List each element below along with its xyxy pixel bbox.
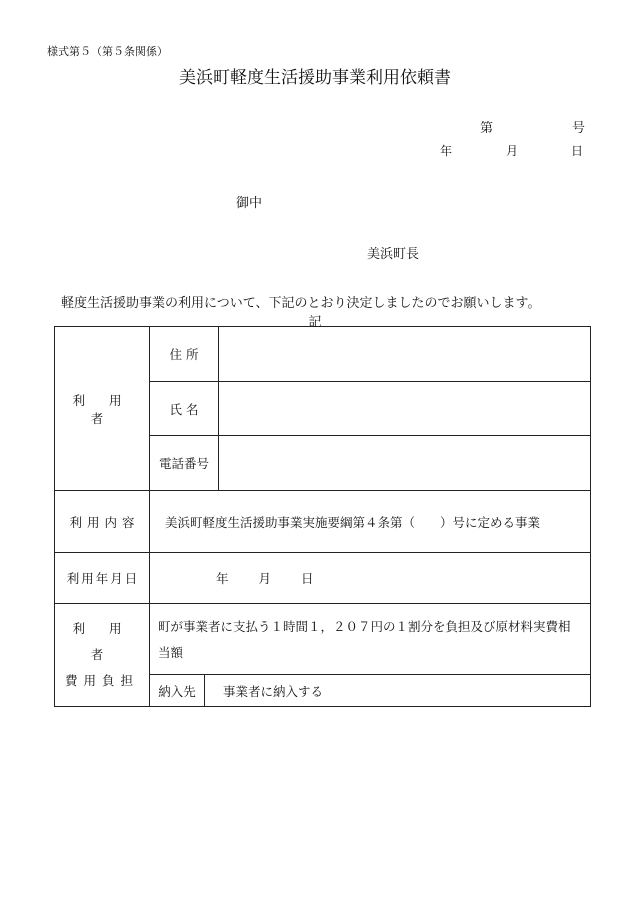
cost-value: 町が事業者に支払う１時間１，２０７円の１割分を負担及び原材料実費相当額 xyxy=(150,604,591,675)
request-form-table xyxy=(54,326,591,707)
name-label: 氏 名 xyxy=(150,382,219,436)
usage-month-label: 月 xyxy=(258,571,272,586)
cost-label xyxy=(55,604,150,707)
ki-heading: 記 xyxy=(308,315,322,330)
doc-number-go: 号 xyxy=(572,121,586,136)
usage-day-label: 日 xyxy=(301,571,314,586)
content-value: 美浜町軽度生活援助事業実施要綱第４条第（ ）号に定める事業 xyxy=(150,491,591,553)
date-year-label: 年 xyxy=(440,144,453,158)
payment-row xyxy=(150,675,591,707)
name-field[interactable] xyxy=(219,382,591,436)
payment-inner-table xyxy=(150,675,590,706)
phone-label: 電話番号 xyxy=(150,436,219,491)
doc-number-dai: 第 xyxy=(480,121,494,136)
body-text: 軽度生活援助事業の利用について、下記のとおり決定しましたのでお願いします。 xyxy=(61,296,541,311)
payment-value: 事業者に納入する xyxy=(223,683,324,699)
cost-label-line2: 費用負担 xyxy=(64,673,139,688)
address-field[interactable] xyxy=(219,327,591,382)
payment-label: 納入先 xyxy=(150,675,205,706)
addressee: 御中 xyxy=(236,196,263,211)
user-label-text: 利 用 者 xyxy=(72,392,132,426)
address-label: 住 所 xyxy=(150,327,219,382)
usage-year-label: 年 xyxy=(216,571,229,586)
usage-date-field[interactable] xyxy=(150,553,591,604)
date-month-label: 月 xyxy=(506,144,519,158)
usage-date-label: 利用年月日 xyxy=(55,553,150,604)
cost-label-line1: 利 用 者 xyxy=(72,621,132,662)
content-label: 利用内容 xyxy=(55,491,150,553)
form-number: 様式第５（第５条関係） xyxy=(47,45,168,58)
user-label xyxy=(55,327,150,491)
sender: 美浜町長 xyxy=(367,247,420,262)
document-title: 美浜町軽度生活援助事業利用依頼書 xyxy=(179,68,451,88)
phone-field[interactable] xyxy=(219,436,591,491)
date-day-label: 日 xyxy=(571,144,584,158)
